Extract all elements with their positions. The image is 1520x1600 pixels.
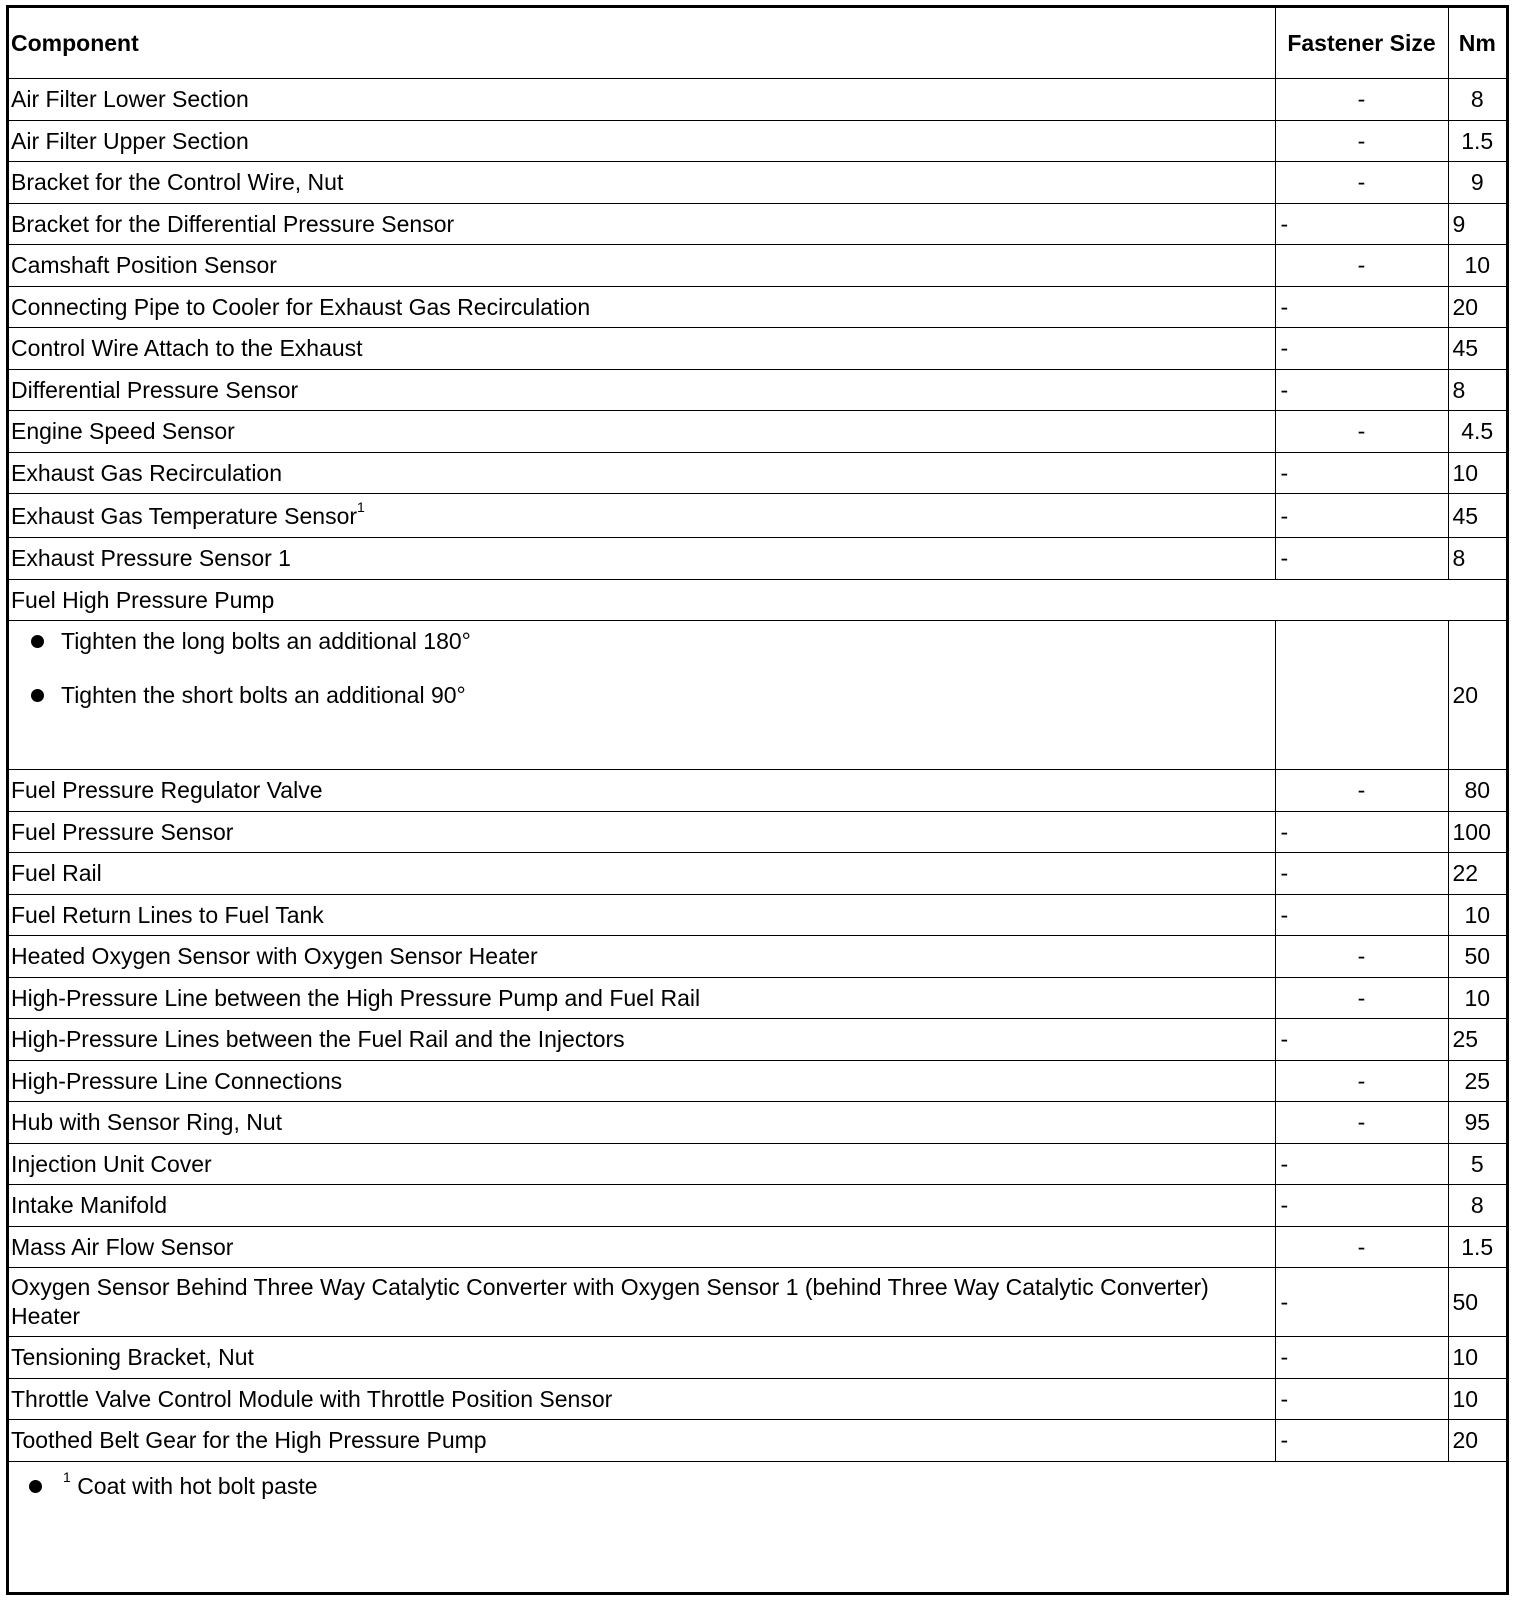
component-cell: Mass Air Flow Sensor (9, 1226, 1275, 1268)
component-cell: Air Filter Upper Section (9, 120, 1275, 162)
nm-cell: 8 (1448, 538, 1506, 580)
fastener-size-cell: - (1275, 1019, 1448, 1061)
nm-cell: 20 (1448, 621, 1506, 770)
fastener-size-cell: - (1275, 286, 1448, 328)
footnote-marker: 1 (63, 1468, 71, 1485)
component-cell: Exhaust Gas Recirculation (9, 452, 1275, 494)
nm-cell: 8 (1448, 369, 1506, 411)
component-cell: Differential Pressure Sensor (9, 369, 1275, 411)
table-row (9, 79, 1506, 121)
fastener-size-cell: - (1275, 1378, 1448, 1420)
component-cell: High-Pressure Lines between the Fuel Rail and the Injectors (9, 1019, 1275, 1061)
table-row (9, 369, 1506, 411)
component-cell: Toothed Belt Gear for the High Pressure Pump (9, 1420, 1275, 1462)
fastener-size-cell: - (1275, 120, 1448, 162)
table-row (9, 538, 1506, 580)
fastener-size-cell: - (1275, 369, 1448, 411)
table-row (9, 811, 1506, 853)
component-cell: Camshaft Position Sensor (9, 245, 1275, 287)
table-row (9, 494, 1506, 538)
fastener-size-cell: - (1275, 1420, 1448, 1462)
fastener-size-cell: - (1275, 245, 1448, 287)
nm-cell: 8 (1448, 79, 1506, 121)
component-cell: Tensioning Bracket, Nut (9, 1337, 1275, 1379)
pump-bullets-row (9, 621, 1506, 770)
fastener-size-cell (1275, 621, 1448, 770)
table-row (9, 328, 1506, 370)
fastener-size-cell: - (1275, 1268, 1448, 1337)
fastener-size-cell: - (1275, 1337, 1448, 1379)
fastener-size-cell: - (1275, 770, 1448, 812)
nm-cell: 25 (1448, 1060, 1506, 1102)
table-header-row (9, 8, 1506, 79)
header-component: Component (9, 8, 1275, 79)
torque-spec-table (9, 8, 1506, 1462)
fastener-size-cell: - (1275, 1102, 1448, 1144)
nm-cell: 100 (1448, 811, 1506, 853)
fastener-size-cell: - (1275, 1185, 1448, 1227)
nm-cell: 45 (1448, 494, 1506, 538)
table-row (9, 977, 1506, 1019)
table-row (9, 162, 1506, 204)
bullet-item: Tighten the short bolts an additional 90° (11, 681, 1275, 709)
fastener-size-cell: - (1275, 1143, 1448, 1185)
fastener-size-cell: - (1275, 162, 1448, 204)
nm-cell: 80 (1448, 770, 1506, 812)
table-row (9, 1226, 1506, 1268)
component-cell: Exhaust Pressure Sensor 1 (9, 538, 1275, 580)
table-row (9, 1019, 1506, 1061)
nm-cell: 95 (1448, 1102, 1506, 1144)
nm-cell: 1.5 (1448, 1226, 1506, 1268)
torque-spec-table-frame (6, 5, 1509, 1595)
fastener-size-cell: - (1275, 977, 1448, 1019)
table-row (9, 1420, 1506, 1462)
nm-cell: 10 (1448, 977, 1506, 1019)
table-row (9, 1060, 1506, 1102)
component-cell: Air Filter Lower Section (9, 79, 1275, 121)
table-row (9, 853, 1506, 895)
table-row (9, 936, 1506, 978)
nm-cell: 1.5 (1448, 120, 1506, 162)
nm-cell: 20 (1448, 286, 1506, 328)
fastener-size-cell: - (1275, 811, 1448, 853)
table-row (9, 1102, 1506, 1144)
table-row (9, 1378, 1506, 1420)
fastener-size-cell: - (1275, 894, 1448, 936)
fastener-size-cell: - (1275, 853, 1448, 895)
nm-cell: 10 (1448, 452, 1506, 494)
component-text: Exhaust Gas Temperature Sensor (11, 502, 358, 529)
footnote-text: Coat with hot bolt paste (77, 1472, 318, 1499)
nm-cell: 4.5 (1448, 411, 1506, 453)
fastener-size-cell: - (1275, 452, 1448, 494)
fastener-size-cell: - (1275, 1226, 1448, 1268)
nm-cell: 10 (1448, 245, 1506, 287)
fastener-size-cell: - (1275, 411, 1448, 453)
table-row (9, 286, 1506, 328)
nm-cell: 9 (1448, 162, 1506, 204)
component-cell: Injection Unit Cover (9, 1143, 1275, 1185)
component-cell: Heated Oxygen Sensor with Oxygen Sensor Heater (9, 936, 1275, 978)
component-cell: Hub with Sensor Ring, Nut (9, 1102, 1275, 1144)
nm-cell: 20 (1448, 1420, 1506, 1462)
fastener-size-cell: - (1275, 79, 1448, 121)
nm-cell: 50 (1448, 1268, 1506, 1337)
nm-cell: 10 (1448, 1337, 1506, 1379)
table-row (9, 452, 1506, 494)
nm-cell: 5 (1448, 1143, 1506, 1185)
nm-cell: 10 (1448, 894, 1506, 936)
table-row (9, 1337, 1506, 1379)
component-cell: Fuel Pressure Regulator Valve (9, 770, 1275, 812)
header-nm: Nm (1448, 8, 1506, 79)
footnote-item (9, 1468, 1506, 1500)
fastener-size-cell: - (1275, 936, 1448, 978)
component-cell: Oxygen Sensor Behind Three Way Catalytic Converter with Oxygen Sensor 1 (behind Three Way Catalytic Converter) Heater (9, 1268, 1275, 1337)
component-cell: Throttle Valve Control Module with Throttle Position Sensor (9, 1378, 1275, 1420)
nm-cell: 50 (1448, 936, 1506, 978)
component-cell: Fuel Pressure Sensor (9, 811, 1275, 853)
header-fastener-size: Fastener Size (1275, 8, 1448, 79)
nm-cell: 45 (1448, 328, 1506, 370)
table-row (9, 1143, 1506, 1185)
table-row (9, 245, 1506, 287)
component-cell: Intake Manifold (9, 1185, 1275, 1227)
table-row (9, 894, 1506, 936)
nm-cell: 8 (1448, 1185, 1506, 1227)
component-cell: Control Wire Attach to the Exhaust (9, 328, 1275, 370)
nm-cell: 25 (1448, 1019, 1506, 1061)
table-row (9, 770, 1506, 812)
pump-title: Fuel High Pressure Pump (9, 579, 1506, 621)
component-cell: Bracket for the Differential Pressure Sensor (9, 203, 1275, 245)
table-row (9, 411, 1506, 453)
component-cell: Bracket for the Control Wire, Nut (9, 162, 1275, 204)
fastener-size-cell: - (1275, 203, 1448, 245)
component-cell (9, 494, 1275, 538)
footnote-section (9, 1462, 1506, 1500)
table-row (9, 1185, 1506, 1227)
component-cell: High-Pressure Line between the High Pressure Pump and Fuel Rail (9, 977, 1275, 1019)
footnote-ref: 1 (357, 498, 365, 515)
component-cell: Fuel Return Lines to Fuel Tank (9, 894, 1275, 936)
pump-title-row (9, 579, 1506, 621)
fastener-size-cell: - (1275, 1060, 1448, 1102)
pump-bullets-cell (9, 621, 1275, 770)
table-row (9, 1268, 1506, 1337)
nm-cell: 10 (1448, 1378, 1506, 1420)
fastener-size-cell: - (1275, 494, 1448, 538)
component-cell: Connecting Pipe to Cooler for Exhaust Gas Recirculation (9, 286, 1275, 328)
pump-bullet-list (11, 627, 1275, 709)
bullet-item: Tighten the long bolts an additional 180° (11, 627, 1275, 655)
component-cell: High-Pressure Line Connections (9, 1060, 1275, 1102)
table-row (9, 120, 1506, 162)
component-cell: Engine Speed Sensor (9, 411, 1275, 453)
fastener-size-cell: - (1275, 328, 1448, 370)
table-row (9, 203, 1506, 245)
footnote-list (9, 1468, 1506, 1500)
nm-cell: 22 (1448, 853, 1506, 895)
component-cell: Fuel Rail (9, 853, 1275, 895)
fastener-size-cell: - (1275, 538, 1448, 580)
nm-cell: 9 (1448, 203, 1506, 245)
